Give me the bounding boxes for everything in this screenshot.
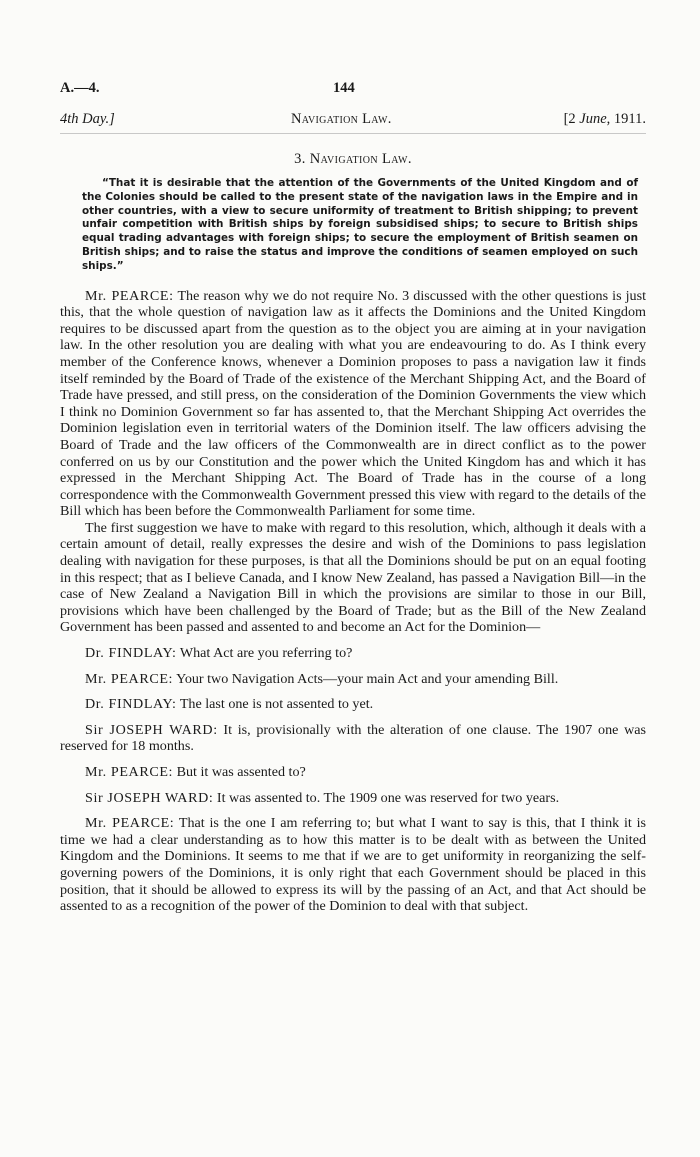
page-header [60,80,646,102]
running-head-day: 4th Day.] [60,111,115,127]
speaker-name: Mr. PEARCE: [85,815,175,832]
page-number: 144 [333,80,355,96]
paragraph-text: It is, provisionally with the alteration of one clause. The 1907 one was reserved for 18 months. [60,721,646,755]
paragraph [60,722,646,755]
running-head-date [564,111,646,128]
paragraph [60,520,646,636]
paragraph [60,645,646,662]
debate-text [60,288,646,915]
date-suffix: , 1911. [606,111,646,127]
paragraph-text: Your two Navigation Acts—your main Act and your amending Bill. [176,670,559,687]
paragraph-text: It was assented to. The 1909 one was reserved for two years. [216,789,560,806]
paragraph-text: But it was assented to? [176,764,306,781]
paragraph [60,815,646,915]
speaker-name: Mr. PEARCE: [85,287,174,304]
speaker-name: Mr. PEARCE: [85,670,174,687]
running-head-title: Navigation Law. [291,111,392,127]
paragraph-text: That is the one I am referring to; but what I want to say is this, that I think it is time we had a clear understanding as to how this matter is to be dealt with as between the United Kingdom and the Dominions. It seems to me that if we are to get uniformity in reorganizing the self-governing powers of the Dominions, it is only right that each Government should be placed in this position, that it should be allowed to express its will by the passing of an Act, and that Act should be assented to as a recognition of the power of the Dominion to deal with that subject. [60,815,646,915]
resolution-quote: “That it is desirable that the attention of the Governments of the United Kingdom and of the Colonies should be called to the present state of the navigation laws in the Empire and in other countries, with a view to secure uniformity of treatment to British shipping; to prevent unfair competition with British ships by foreign subsidised ships; to secure to British ships equal trading advantages with foreign ships; to secure the employment of British seamen on British ships; and to raise the status and improve the conditions of seamen employed on such ships.” [82,177,638,272]
paragraph-text: What Act are you referring to? [179,645,353,662]
speaker-name: Sir JOSEPH WARD: [85,721,218,738]
speaker-name: Mr. PEARCE: [85,764,174,781]
paragraph [60,790,646,807]
section-title: 3. Navigation Law. [294,151,412,167]
date-month: June [579,111,607,127]
date-prefix: [2 [563,111,580,127]
paragraph [60,288,646,520]
running-head [60,109,646,131]
paragraph [60,696,646,713]
speaker-name: Dr. FINDLAY: [85,696,177,713]
paragraph-text: The first suggestion we have to make with regard to this resolution, which, although it deals with a certain amount of detail, really expresses the desire and wish of the Dominions to pass legislation dealing with navigation for these purposes, is that all the Dominions should be put on an equal footing in this respect; that as I believe Canada, and I know New Zealand, has passed a Navigation Bill—in the case of New Zealand a Navigation Bill in which the provisions are similar to those in our Bill, provisions which have been challenged by the Board of Trade; but as the Bill of the New Zealand Government has been passed and assented to and become an Act for the Dominion— [60,519,646,636]
page-reference: A.—4. [60,80,100,96]
speaker-name: Sir JOSEPH WARD: [85,789,214,806]
header-rule [60,133,646,134]
paragraph-text: The reason why we do not require No. 3 discussed with the other questions is just this, that the whole question of navigation law as it affects the Dominions and the United Kingdom requires to be discussed apart from the question as to the object you are aiming at in your navigation law. In the other resolution you are dealing with what you are endeavouring to do. As I think every member of the Conference knows, whenever a Dominion proposes to pass a navigation law it finds itself reminded by the Board of Trade of the existence of the Merchant Shipping Act, and the Board of Trade have pressed, and still press, on the consideration of the Dominion Governments the view which I think no Dominion Government so far has assented to, that the Merchant Shipping Act overrides the Dominion legislation even in territorial waters of the Dominion itself. The law officers advising the Board of Trade and the law officers of the Commonwealth are in direct conflict as to the power conferred on us by our Constitution and the power which the United Kingdom has and which it has expressed in the Merchant Shipping Act. The Board of Trade has in the course of a long correspondence with the Commonwealth Government pressed this view with regard to the details of the Bill which has been before the Commonwealth Parliament for some time. [60,287,646,520]
paragraph-text: The last one is not assented to yet. [179,696,374,713]
paragraph [60,764,646,781]
paragraph [60,671,646,688]
document-page [60,80,646,915]
speaker-name: Dr. FINDLAY: [85,645,177,662]
